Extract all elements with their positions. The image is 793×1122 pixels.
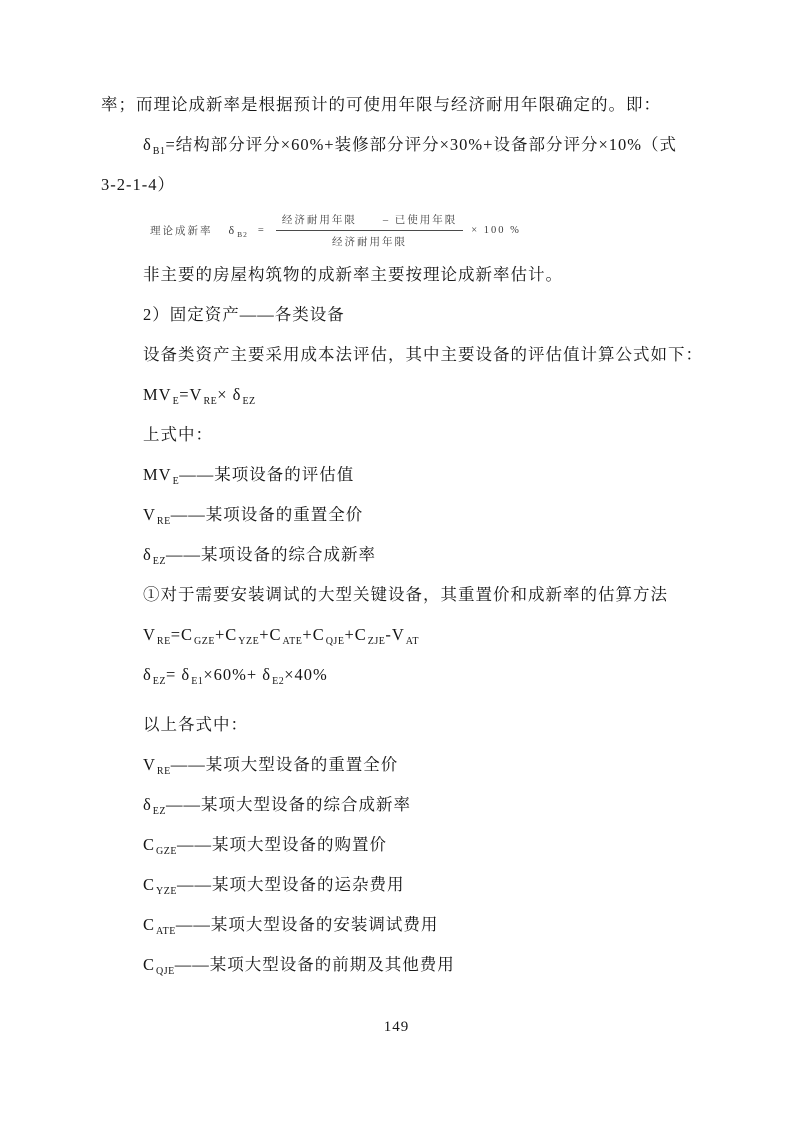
subscript: B1 [152, 146, 166, 157]
subscript: EZ [152, 676, 166, 687]
text-segment: ——某项大型设备的重置全价 [170, 755, 399, 774]
text-segment: C [143, 835, 156, 854]
text-line [101, 905, 763, 945]
text-segment: C [143, 915, 156, 934]
theoretical-newness-rate-formula [101, 205, 763, 255]
text-segment: 设备类资产主要采用成本法评估，其中主要设备的评估值计算公式如下： [143, 345, 703, 364]
subscript: GZE [156, 846, 177, 857]
formula-equals-sign: = [257, 224, 266, 236]
subscript: GZE [194, 636, 215, 647]
text-segment: =V [179, 385, 203, 404]
text-line [101, 945, 763, 985]
formula-delta-subscript: B2 [237, 229, 248, 239]
text-segment: =结构部分评分×60%+装修部分评分×30%+设备部分评分×10%（式 [165, 135, 678, 154]
formula-delta: δ [228, 222, 236, 237]
text-line [101, 335, 763, 375]
text-line [101, 85, 763, 125]
text-segment: 3-2-1-4） [101, 175, 175, 194]
fraction-numerator [276, 212, 463, 231]
subscript: ATE [156, 926, 176, 937]
paragraph-group-top [101, 85, 763, 205]
subscript: RE [156, 636, 171, 647]
formula-multiplier: × 100 % [471, 224, 521, 236]
subscript: QJE [156, 966, 175, 977]
formula-label: 理论成新率 [150, 225, 213, 237]
text-segment: 2）固定资产——各类设备 [143, 305, 345, 324]
text-line [101, 535, 763, 575]
subscript: YZE [156, 886, 177, 897]
text-segment: 以上各式中： [143, 715, 248, 734]
text-line [101, 255, 763, 295]
subscript: ZJE [367, 636, 386, 647]
page-number: 149 [383, 1019, 410, 1035]
text-segment: ×60%+ δ [203, 665, 272, 684]
subscript: RE [156, 766, 171, 777]
text-segment: -V [385, 625, 405, 644]
text-segment: +C [302, 625, 325, 644]
subscript: RE [203, 396, 218, 407]
subscript: E [172, 476, 180, 487]
text-segment: ——某项设备的重置全价 [170, 505, 364, 524]
text-line [101, 705, 763, 745]
subscript: EZ [242, 396, 256, 407]
text-segment: δ [143, 545, 152, 564]
text-segment: 率；而理论成新率是根据预计的可使用年限与经济耐用年限确定的。即： [101, 95, 661, 114]
subscript: AT [405, 636, 420, 647]
text-segment: = δ [166, 665, 191, 684]
text-segment: ——某项大型设备的运杂费用 [176, 875, 405, 894]
text-line [101, 575, 763, 615]
subscript: EZ [152, 556, 166, 567]
text-line [101, 495, 763, 535]
text-line [101, 295, 763, 335]
numerator-right-term: – 已使用年限 [382, 214, 458, 226]
text-line [101, 165, 763, 205]
text-segment: =C [170, 625, 194, 644]
text-line [101, 125, 763, 165]
text-segment: × δ [217, 385, 242, 404]
text-line [101, 655, 763, 695]
text-segment: ——某项大型设备的前期及其他费用 [174, 955, 455, 974]
text-line [101, 865, 763, 905]
text-segment: ——某项设备的评估值 [179, 465, 355, 484]
text-segment: V [143, 755, 156, 774]
text-segment: 上式中： [143, 425, 213, 444]
text-line [101, 375, 763, 415]
text-line [101, 455, 763, 495]
subscript: RE [156, 516, 171, 527]
text-segment: 非主要的房屋构筑物的成新率主要按理论成新率估计。 [143, 265, 563, 284]
subscript: YZE [238, 636, 260, 647]
formula-delta-symbol [229, 223, 248, 238]
formula-fraction [276, 212, 463, 249]
text-segment: ——某项大型设备的综合成新率 [166, 795, 411, 814]
text-line [101, 745, 763, 785]
text-segment: +C [214, 625, 238, 644]
text-segment: V [143, 625, 156, 644]
text-segment: V [143, 505, 156, 524]
fraction-denominator: 经济耐用年限 [332, 236, 408, 248]
text-segment: δ [143, 665, 152, 684]
text-segment: +C [259, 625, 282, 644]
text-segment: ×40% [284, 665, 328, 684]
paragraph-group-bottom [101, 255, 763, 985]
numerator-left-term: 经济耐用年限 [281, 214, 357, 226]
subscript: ATE [282, 636, 303, 647]
text-line [101, 615, 763, 655]
text-segment: ①对于需要安装调试的大型关键设备，其重置价和成新率的估算方法 [143, 585, 668, 604]
text-segment: ——某项大型设备的安装调试费用 [175, 915, 439, 934]
subscript: E [172, 396, 180, 407]
text-segment: ——某项大型设备的购置价 [176, 835, 387, 854]
text-line [101, 825, 763, 865]
document-content [101, 85, 763, 985]
text-line [101, 415, 763, 455]
text-segment: MV [143, 385, 172, 404]
text-line [101, 785, 763, 825]
subscript: E1 [191, 676, 204, 687]
text-segment: δ [143, 135, 152, 154]
text-segment: ——某项设备的综合成新率 [166, 545, 376, 564]
text-segment: C [143, 875, 156, 894]
subscript: QJE [325, 636, 345, 647]
text-segment: δ [143, 795, 152, 814]
subscript: E2 [272, 676, 285, 687]
text-segment: C [143, 955, 156, 974]
text-segment: MV [143, 465, 172, 484]
text-segment: +C [344, 625, 367, 644]
subscript: EZ [152, 806, 166, 817]
